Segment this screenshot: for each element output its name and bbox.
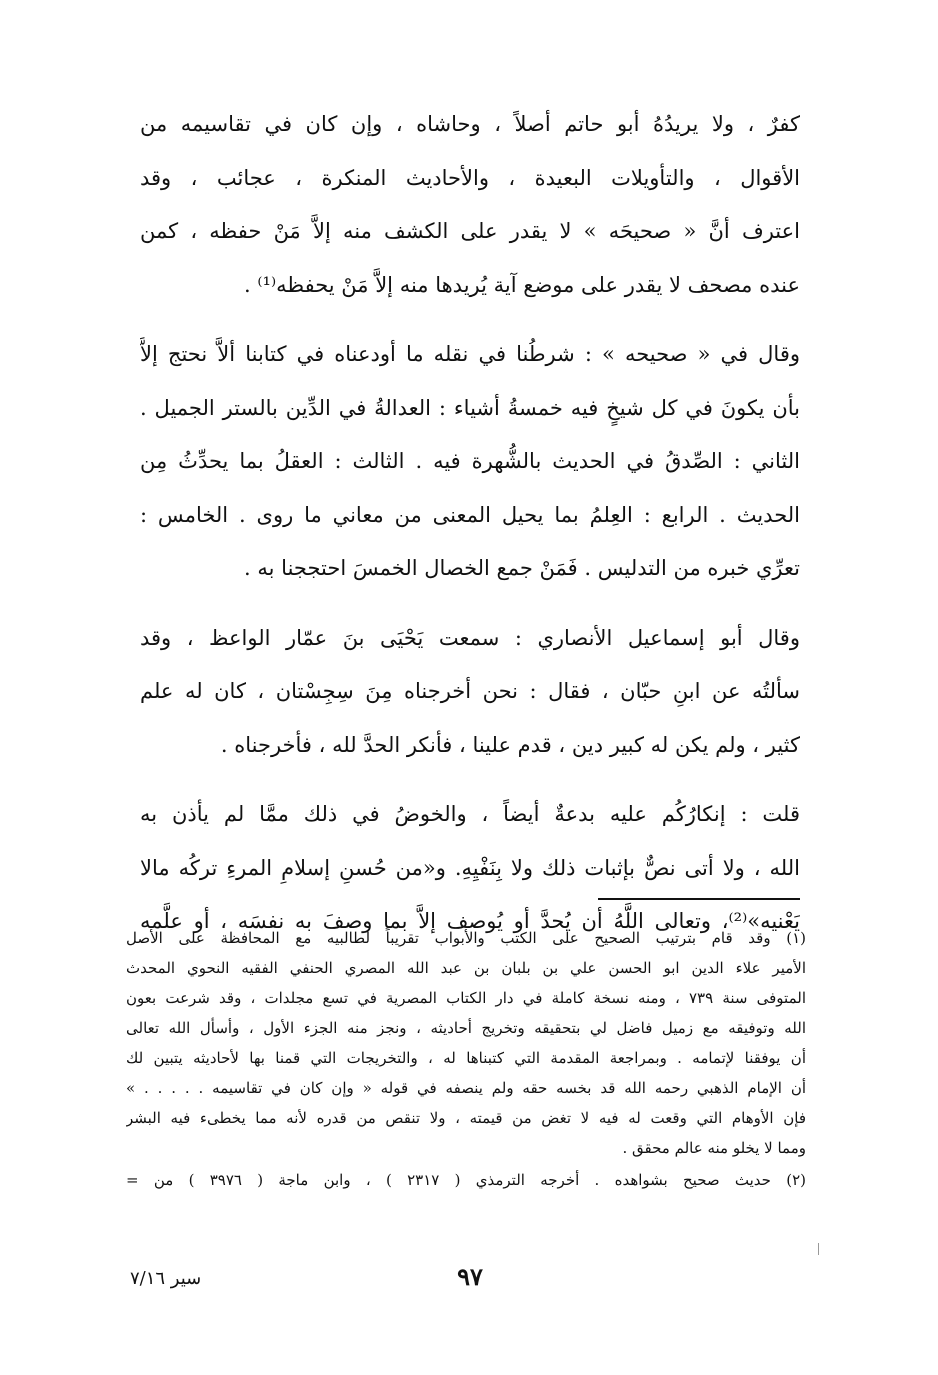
text-line: الثاني : الصِّدقُ في الحديث بالشُّهرة فيه . الثالث : العقلُ بما يحدِّثُ مِن [140, 449, 800, 473]
paragraph [140, 328, 800, 596]
footnote-line: المتوفى سنة ٧٣٩ ، ومنه نسخة كاملة في دار الكتاب المصرية في تسع مجلدات ، وقد شرعت بعون [126, 989, 806, 1007]
text-line: يَعْنيه»⁽²⁾، وتعالى اللَّهُ أن يُحدَّ أو يُوصف إلاَّ بما وصفَ به نفسَه ، أو علَّمه [140, 909, 800, 933]
text-line: كفرٌ ، ولا يريدُهُ أبو حاتم أصلاً ، وحاشاه ، وإن كان في تقاسيمه من [140, 112, 800, 136]
paragraph [140, 612, 800, 773]
footnote-2 [126, 1165, 806, 1195]
footnotes [126, 923, 806, 1197]
page-number: ٩٧ [457, 1262, 483, 1291]
text-line: سألتُه عن ابنِ حبّان ، فقال : نحن أخرجناه مِنَ سِجِسْتان ، كان له علم [140, 679, 800, 703]
main-text [140, 98, 800, 965]
text-line: الله ، ولا أتى نصٌّ بإثبات ذلك ولا بِنَفْيِهِ. و«من حُسنِ إسلامِ المرءِ تركُه مالا [140, 855, 800, 880]
footnote-line: (٢) حديث صحيح بشواهده . أخرجه الترمذي ( ٢٣١٧ ) ، وابن ماجة ( ٣٩٧٦ ) من = [126, 1171, 806, 1189]
footnote-line: أن الإمام الذهبي رحمه الله قد بخسه حقه ولم ينصفه في قوله « وإن كان في تقاسيمه . . . . . » [126, 1079, 806, 1097]
footnote-line: أن يوفقنا لإتمامه . وبمراجعة المقدمة التي كتبناها له ، والتخريجات التي قمنا بها لأحاديثه يتبين لك [126, 1049, 806, 1067]
text-line: تعرِّي خبره من التدليس . فَمَنْ جمع الخصال الخمسَ احتججنا به . [244, 556, 800, 580]
footnote-line: (١) وقد قام بترتيب الصحيح على الكتب والأبواب تقريباً لطالبيه مع المحافظة على الأصل [126, 929, 806, 947]
footnote-line: الله وتوفيقه مع زميل فاضل لي بتحقيقه وتخريج أحاديثه ، ونجز منه الجزء الأول ، وأسأل الله تعالى [126, 1019, 806, 1037]
text-line: كثير ، ولم يكن له كبير دين ، قدم علينا ، فأنكر الحدَّ لله ، فأخرجناه . [220, 732, 800, 757]
text-line: الحديث . الرابع : العِلمُ بما يحيل المعنى من معاني ما روى . الخامس : [140, 502, 800, 527]
text-line: الأقوال ، والتأويلات البعيدة ، والأحاديث المنكرة ، عجائب ، وقد [140, 165, 800, 190]
paragraph [140, 98, 800, 312]
text-line: قلت : إنكارُكُم عليه بدعةٌ أيضاً ، والخوضُ في ذلك ممَّا لم يأذن به [140, 802, 800, 826]
footnote-1 [126, 923, 806, 1163]
footnote-separator [598, 898, 800, 900]
text-line: اعترف أنَّ « صحيحَه » لا يقدر على الكشف منه إلاَّ مَنْ حفظه ، كمن [140, 219, 800, 243]
text-line: بأن يكونَ في كل شيخٍ فيه خمسةُ أشياء : العدالةُ في الدِّين بالستر الجميل . [140, 395, 800, 420]
signature-mark: سير ٧/١٦ [130, 1268, 202, 1289]
footnote-line: فإن الأوهام التي وقعت له فيه لا تغض من قيمته ، ولا تنقص من قدره لأنه مما يخطىء فيه البشر [126, 1109, 806, 1127]
footnote-line: الأمير علاء الدين ابو الحسن علي بن بلبان بن عبد الله المصري الحنفي الفقيه النحوي المحدث [126, 959, 806, 977]
text-line: وقال في « صحيحه » : شرطُنا في نقله ما أودعناه في كتابنا ألاَّ نحتج إلاَّ [140, 342, 800, 366]
text-line: وقال أبو إسماعيل الأنصاري : سمعت يَحْيَى بنَ عمّار الواعظ ، وقد [140, 625, 800, 650]
footnote-line: ومما لا يخلو منه عالم محقق . [622, 1139, 806, 1157]
margin-mark [818, 1243, 819, 1255]
text-line: عنده مصحف لا يقدر على موضع آية يُريدها منه إلاَّ مَنْ يحفظه⁽¹⁾ . [244, 272, 800, 297]
